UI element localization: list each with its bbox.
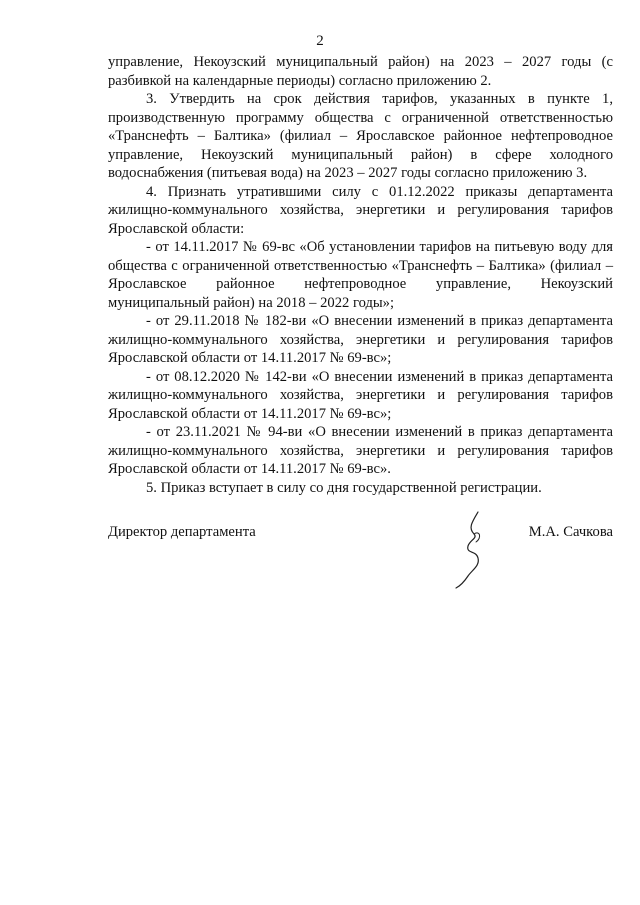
list-item-order-94: - от 23.11.2021 № 94-ви «О внесении изменений в приказ департамента жилищно-коммунального хозяйства, энергетики и регулирования тарифов Ярославской области от 14.11.2017 № 69-вс».	[108, 424, 613, 477]
signatory-title: Директор департамента	[108, 524, 256, 540]
paragraph-item-3: 3. Утвердить на срок действия тарифов, указанных в пункте 1, производственную программу общества с ограниченной ответственностью «Транснефть – Балтика» (филиал – Ярославское районное нефтепроводное управление, Некоузский муниципальный район) в сфере холодного водоснабжения (питьевая вода) на 2023 – 2027 годы согласно приложению 3.	[108, 91, 613, 181]
list-item-order-142: - от 08.12.2020 № 142-ви «О внесении изменений в приказ департамента жилищно-коммунального хозяйства, энергетики и регулирования тарифов Ярославской области от 14.11.2017 № 69-вс»;	[108, 368, 613, 422]
signatory-name: М.А. Сачкова	[528, 524, 613, 540]
page-number: 2	[316, 33, 324, 49]
paragraph-item-4: 4. Признать утратившими силу с 01.12.2022 приказы департамента жилищно-коммунального хозяйства, энергетики и регулирования тарифов Ярославской области:	[108, 183, 613, 237]
paragraph-continuation: управление, Некоузский муниципальный район) на 2023 – 2027 годы (с разбивкой на календарные периоды) согласно приложению 2.	[108, 54, 613, 89]
signature-block	[108, 524, 613, 604]
list-item-order-69: - от 14.11.2017 № 69-вс «Об установлении тарифов на питьевую воду для общества с ограниченной ответственностью «Транснефть – Балтика» (филиал – Ярославское районное нефтепроводное управление, Некоузский муниципальный район) на 2018 – 2022 годы»;	[108, 239, 613, 311]
list-item-order-182: - от 29.11.2018 № 182-ви «О внесении изменений в приказ департамента жилищно-коммунального хозяйства, энергетики и регулирования тарифов Ярославской области от 14.11.2017 № 69-вс»;	[108, 313, 613, 366]
document-body	[108, 53, 613, 497]
paragraph-item-5: 5. Приказ вступает в силу со дня государственной регистрации.	[146, 479, 542, 496]
handwritten-signature	[448, 510, 508, 590]
